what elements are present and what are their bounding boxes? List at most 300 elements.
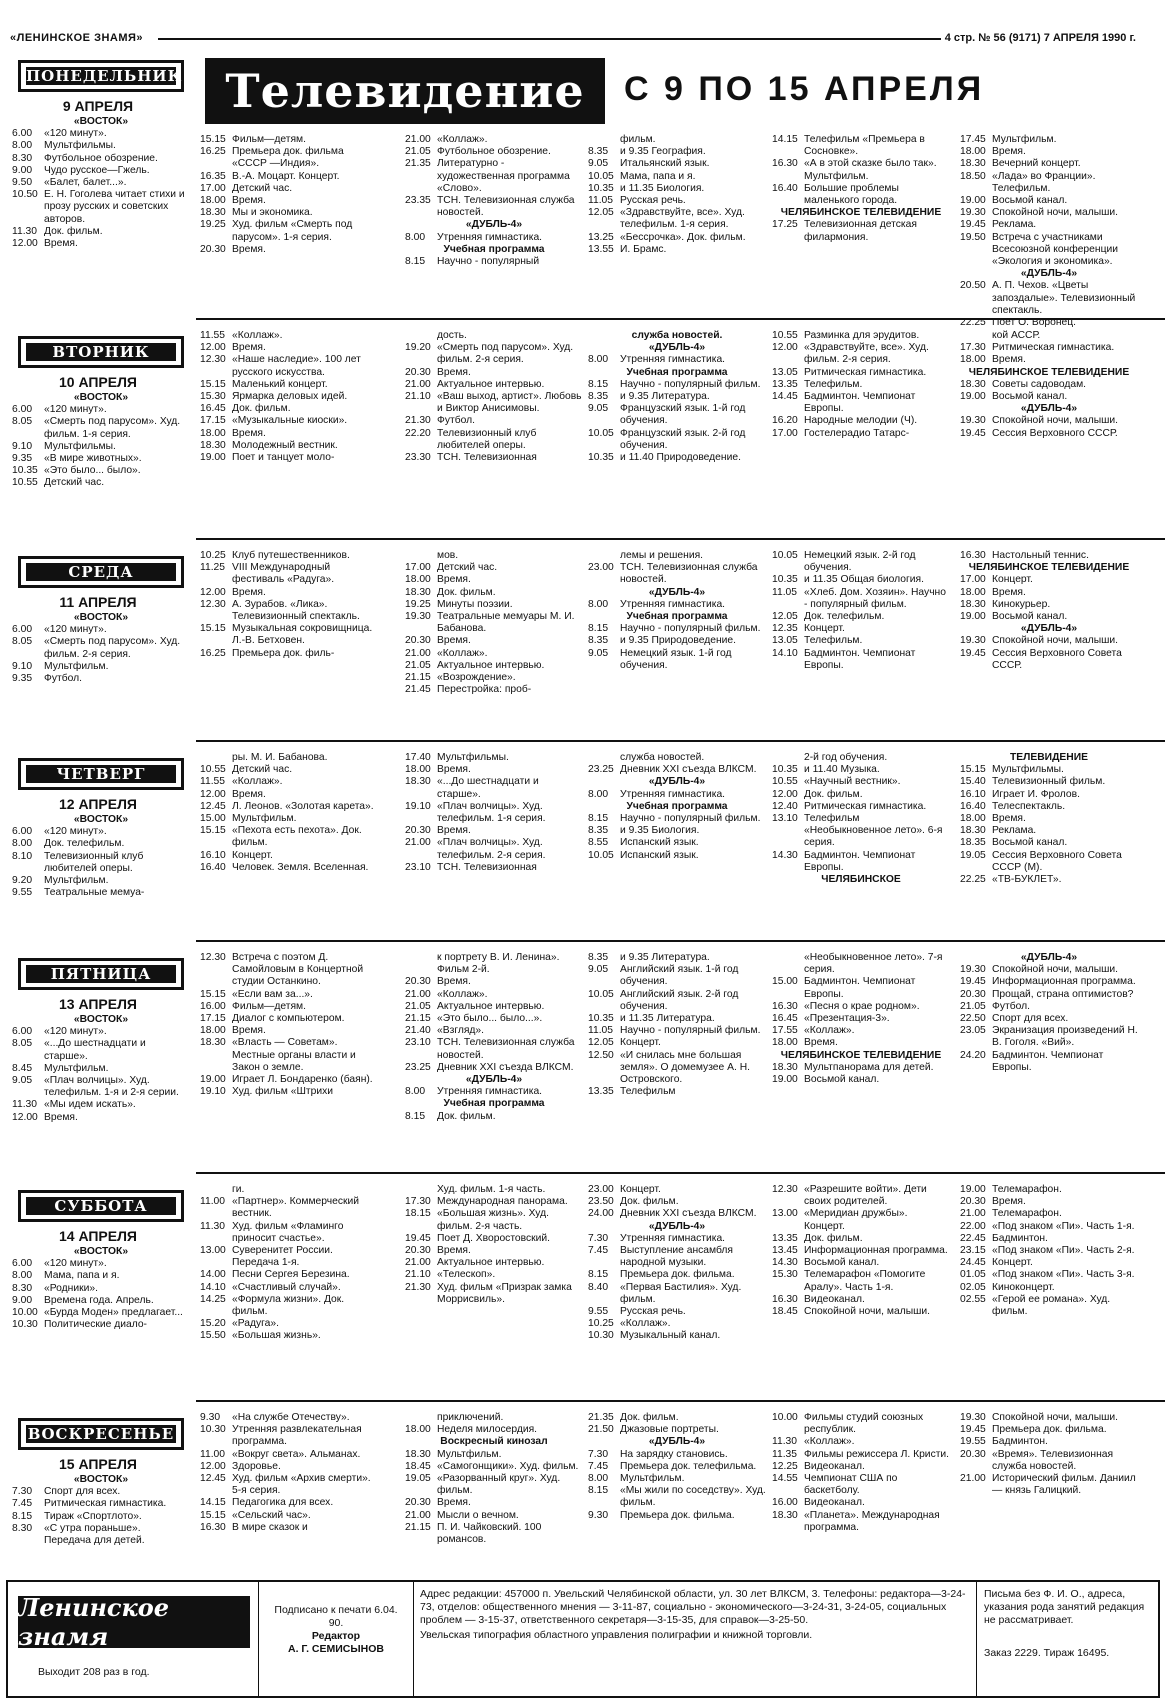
program-title: Клуб путешественников. <box>232 550 350 561</box>
day-rule <box>196 1400 1165 1402</box>
program-title: «Хлеб. Дом. Хозяин». Научно - популярный фильм. <box>804 586 946 610</box>
program-entry <box>12 153 190 165</box>
program-time: 21.30 <box>405 1281 431 1293</box>
program-time: 21.00 <box>405 1509 431 1521</box>
program-entry <box>960 1013 1138 1025</box>
program-time: 23.50 <box>588 1196 614 1208</box>
program-entry <box>405 232 583 244</box>
program-time: 18.00 <box>405 764 431 776</box>
program-entry <box>200 1522 378 1534</box>
program-entry <box>960 574 1138 586</box>
schedule-column <box>960 330 1138 440</box>
program-entry <box>960 837 1138 849</box>
program-entry <box>588 837 766 849</box>
channel-heading: «ВОСТОК» <box>73 1014 129 1025</box>
program-entry <box>960 342 1138 354</box>
program-entry <box>405 379 583 391</box>
program-entry <box>772 379 950 391</box>
program-entry <box>405 599 583 611</box>
program-title: Время. <box>44 238 78 250</box>
program-time: 17.30 <box>405 1196 431 1208</box>
program-time: 9.30 <box>200 1412 221 1423</box>
program-entry <box>772 1449 950 1461</box>
publication-frequency: Выходит 208 раз в год. <box>38 1666 150 1678</box>
program-time: 21.00 <box>405 378 431 390</box>
program-entry <box>772 623 950 635</box>
program-entry <box>200 244 378 256</box>
program-time: 20.30 <box>960 988 986 1000</box>
program-title: «120 минут». <box>44 1258 107 1270</box>
program-title: ТСН. Телевизионная служба новостей. <box>437 1037 575 1061</box>
program-time <box>405 1184 437 1196</box>
program-time: 18.00 <box>960 586 986 598</box>
day-badge <box>18 958 184 990</box>
program-title: «Бессрочка». Док. фильм. <box>620 231 746 243</box>
schedule-column <box>405 330 583 464</box>
program-title: Бадминтон. Чемпионат Европы. <box>804 849 916 873</box>
program-entry <box>960 232 1138 269</box>
program-title: кой АССР. <box>992 330 1041 341</box>
schedule-column <box>960 550 1138 672</box>
program-title: Концерт. <box>992 1257 1033 1269</box>
program-title: «Герой ее романа». Худ. фильм. <box>992 1293 1111 1318</box>
program-entry <box>588 789 766 801</box>
program-title: Телемарафон «Помогите Аралу». Часть 1-я. <box>804 1269 926 1293</box>
program-title: Политические диало- <box>44 1319 147 1331</box>
schedule-column <box>200 330 378 464</box>
program-entry <box>12 128 190 140</box>
program-time: 15.20 <box>200 1318 226 1330</box>
program-time: 8.35 <box>588 952 609 963</box>
program-entry <box>12 1270 190 1282</box>
program-entry <box>12 887 190 899</box>
program-entry <box>405 837 583 861</box>
program-time <box>772 752 804 764</box>
program-entry <box>200 1025 378 1037</box>
schedule-column <box>588 952 766 1098</box>
program-entry <box>960 428 1138 440</box>
program-entry <box>12 1511 190 1523</box>
program-entry <box>960 1025 1138 1049</box>
program-time: 8.00 <box>405 1086 426 1098</box>
program-title: приключений. <box>437 1412 504 1423</box>
program-title: Премьера док. телефильма. <box>620 1460 757 1472</box>
program-title: VIII Международный фестиваль «Радуга». <box>232 562 335 586</box>
program-entry <box>588 1025 766 1037</box>
program-time <box>200 1184 232 1196</box>
program-title: Док. фильм. <box>437 586 496 598</box>
program-time: 22.20 <box>405 427 431 439</box>
program-time: 12.05 <box>772 611 798 623</box>
program-title: «Родники». <box>44 1282 98 1294</box>
program-title: «Плач волчицы». Худ. телефильм. 1-я и 2-я серии. <box>44 1075 179 1099</box>
program-entry <box>772 1497 950 1509</box>
program-entry <box>960 1208 1138 1220</box>
program-title: Спорт для всех. <box>992 1013 1069 1025</box>
program-entry <box>588 1412 766 1424</box>
program-title: Киноконцерт. <box>992 1281 1055 1293</box>
program-entry <box>960 1424 1138 1436</box>
program-entry <box>588 1086 766 1098</box>
channel-heading: «ВОСТОК» <box>73 814 129 825</box>
program-title: Премьера док. фильма «СССР —Индия». <box>232 146 344 170</box>
program-entry <box>405 158 583 195</box>
program-title: «Под знаком «Пи». Часть 1-я. <box>992 1220 1135 1232</box>
program-entry <box>772 752 950 764</box>
program-time: 23.30 <box>405 452 431 464</box>
program-entry <box>772 1001 950 1013</box>
program-title: Восьмой канал. <box>992 611 1068 623</box>
program-time: 9.05 <box>12 1075 33 1087</box>
program-title: Бадминтон. Чемпионат Европы. <box>992 1049 1104 1073</box>
program-title: Бадминтон. Чемпионат Европы. <box>804 647 916 671</box>
program-title: Мама, папа и я. <box>44 1270 120 1282</box>
schedule-column <box>405 1184 583 1306</box>
program-time: 8.30 <box>12 152 33 164</box>
program-title: Концерт. <box>232 849 273 861</box>
program-time: 16.00 <box>772 1497 798 1509</box>
program-entry <box>588 207 766 231</box>
program-time: 17.00 <box>772 427 798 439</box>
program-entry <box>588 562 766 586</box>
program-entry <box>772 574 950 586</box>
program-time: 18.00 <box>200 427 226 439</box>
program-entry <box>200 391 378 403</box>
program-time: 10.35 <box>12 465 38 477</box>
program-time: 11.05 <box>588 195 614 207</box>
program-time: 23.25 <box>405 1061 431 1073</box>
program-time <box>405 952 437 976</box>
program-title: «Самогонщики». Худ. фильм. <box>437 1460 579 1472</box>
program-time: 18.45 <box>772 1306 798 1318</box>
schedule-column <box>588 1184 766 1343</box>
program-title: Время. <box>437 1497 471 1509</box>
program-title: «Большая жизнь». <box>232 1330 321 1342</box>
program-entry <box>200 146 378 170</box>
program-entry <box>772 1233 950 1245</box>
program-time: 12.00 <box>200 342 226 354</box>
program-title: «И снилась мне большая земля». О домемузее А. Н. Островского. <box>620 1049 751 1086</box>
program-title: «Смерть под парусом». Худ. фильм. 2-я серия. <box>437 342 574 366</box>
program-title: «Под знаком «Пи». Часть 3-я. <box>992 1269 1135 1281</box>
schedule-column <box>772 752 950 886</box>
day-date: 12 АПРЕЛЯ <box>58 796 137 812</box>
program-time: 18.30 <box>960 378 986 390</box>
program-time: 8.00 <box>588 354 609 366</box>
schedule-column <box>960 1184 1138 1318</box>
program-time: 10.00 <box>772 1412 798 1423</box>
program-time: 10.05 <box>588 849 614 861</box>
schedule-column <box>772 952 950 1086</box>
program-time: 11.55 <box>200 776 226 788</box>
program-time: 21.35 <box>405 158 431 170</box>
program-time: 17.25 <box>772 219 798 231</box>
program-entry <box>772 391 950 415</box>
program-time: 12.00 <box>200 788 226 800</box>
program-entry <box>200 1330 378 1342</box>
program-entry <box>200 550 378 562</box>
day-badge <box>18 60 184 92</box>
program-title: Премьера док. филь- <box>232 647 335 659</box>
program-time: 20.50 <box>960 280 986 292</box>
program-time <box>405 330 437 342</box>
program-time: 8.15 <box>588 1269 609 1281</box>
program-time: 8.00 <box>12 838 33 850</box>
program-time: 21.00 <box>405 647 431 659</box>
program-entry <box>12 165 190 177</box>
program-title: Немецкий язык. 2-й год обучения. <box>804 550 916 574</box>
program-title: Концерт. <box>804 623 845 635</box>
schedule-column <box>12 612 190 685</box>
program-entry <box>405 1001 583 1013</box>
program-title: Худ. фильм «Призрак замка Моррисвиль». <box>437 1281 572 1305</box>
program-time: 20.30 <box>405 635 431 647</box>
program-title: «Коллаж». <box>232 330 283 341</box>
program-title: Восьмой канал. <box>804 1257 880 1269</box>
program-title: «Под знаком «Пи». Часть 2-я. <box>992 1245 1135 1257</box>
channel-heading: «ДУБЛЬ-4» <box>1020 403 1078 415</box>
program-entry <box>12 1307 190 1319</box>
program-title: Актуальное интервью. <box>437 1257 545 1269</box>
program-entry <box>772 764 950 776</box>
program-time: 9.05 <box>588 158 609 170</box>
schedule-column <box>200 134 378 256</box>
program-entry <box>12 826 190 838</box>
program-title: Худ. фильм «Смерть под парусом». 1-я серия. <box>232 219 353 243</box>
program-time: 20.30 <box>405 366 431 378</box>
program-title: «С утра пораньше». Передача для детей. <box>44 1522 145 1547</box>
program-time: 23.00 <box>588 1184 614 1195</box>
program-time: 19.30 <box>960 207 986 219</box>
program-title: и 11.35 Биология. <box>620 182 705 194</box>
program-time: 8.35 <box>588 635 609 647</box>
program-title: ры. М. И. Бабанова. <box>232 752 328 763</box>
program-title: Мультфильм. <box>232 813 297 825</box>
program-time: 10.05 <box>772 550 798 561</box>
channel-heading: «ВОСТОК» <box>73 116 129 127</box>
program-title: Док. телефильм. <box>44 838 125 850</box>
program-title: «Власть — Советам». Местные органы власти и Закон о земле. <box>232 1037 356 1073</box>
program-entry <box>772 789 950 801</box>
program-entry <box>405 1062 583 1074</box>
program-time: 19.00 <box>200 1074 226 1086</box>
program-entry <box>772 550 950 574</box>
program-entry <box>405 764 583 776</box>
channel-heading: «ДУБЛЬ-4» <box>1020 268 1078 280</box>
program-entry <box>772 1037 950 1049</box>
program-time: 12.25 <box>772 1460 798 1472</box>
program-entry <box>588 1037 766 1049</box>
program-entry <box>12 636 190 660</box>
program-title: «Радуга». <box>232 1318 279 1330</box>
program-entry <box>200 789 378 801</box>
program-time: 15.30 <box>772 1269 798 1281</box>
schedule-column <box>405 550 583 696</box>
program-entry <box>12 226 190 238</box>
program-time: 19.30 <box>960 1412 986 1423</box>
channel-heading: ТЕЛЕВИДЕНИЕ <box>1010 752 1088 763</box>
program-time: 13.10 <box>772 813 798 825</box>
program-title: «Здравствуйте, все». Худ. телефильм. 1-я серия. <box>620 207 745 231</box>
program-title: «Мы идем искать». <box>44 1099 136 1111</box>
program-title: «Коллаж». <box>620 1318 671 1330</box>
program-entry <box>588 1510 766 1522</box>
program-title: «На службе Отечеству». <box>232 1412 350 1423</box>
program-title: В.-А. Моцарт. Концерт. <box>232 170 340 182</box>
program-title: Маленький концерт. <box>232 378 328 390</box>
program-time <box>588 134 620 146</box>
page-title: Телевидение <box>205 58 605 124</box>
program-entry <box>960 874 1138 886</box>
program-entry <box>772 1461 950 1473</box>
program-time: 19.45 <box>960 1424 986 1436</box>
program-time: 8.15 <box>12 1510 33 1522</box>
program-entry <box>200 862 378 874</box>
program-entry <box>200 801 378 813</box>
program-title: «Счастливый случай». <box>232 1281 341 1293</box>
program-time: 15.50 <box>200 1330 226 1342</box>
program-title: и 11.40 Музыка. <box>804 764 880 776</box>
program-title: «Взгляд». <box>437 1025 485 1037</box>
program-entry <box>588 1449 766 1461</box>
program-entry <box>405 1086 583 1098</box>
program-time: 18.45 <box>405 1460 431 1472</box>
program-time: 19.25 <box>200 219 226 231</box>
program-title: Футбол. <box>992 1000 1030 1012</box>
program-title: «...До шестнадцати и старше». <box>44 1038 146 1062</box>
program-time: 16.25 <box>200 647 226 659</box>
program-time: 11.05 <box>588 1025 614 1037</box>
program-time: 17.30 <box>960 342 986 354</box>
program-time: 13.35 <box>588 1086 614 1098</box>
program-entry <box>405 428 583 452</box>
program-title: Ритмическая гимнастика. <box>44 1498 167 1510</box>
program-title: Гостелерадио Татарс- <box>804 427 910 439</box>
program-title: Худ. фильм «Фламинго приносит счастье». <box>232 1220 344 1244</box>
program-title: Информационная программа. <box>992 976 1136 988</box>
program-title: и 9.35 География. <box>620 146 706 158</box>
day-date: 9 АПРЕЛЯ <box>62 98 134 114</box>
program-time: 15.15 <box>200 134 226 145</box>
program-title: Мультфильм. <box>44 1062 109 1074</box>
program-entry <box>960 1294 1138 1318</box>
program-title: Научно - популярный фильм. <box>620 813 761 825</box>
program-entry <box>12 465 190 477</box>
program-time: 16.30 <box>200 1521 226 1533</box>
program-title: Время. <box>437 366 471 378</box>
program-time: 19.00 <box>960 611 986 623</box>
program-entry <box>200 952 378 989</box>
program-entry <box>405 752 583 764</box>
program-title: Утренняя гимнастика. <box>620 598 726 610</box>
program-title: Телевизионный клуб любителей оперы. <box>44 850 144 874</box>
program-time: 11.55 <box>200 330 226 341</box>
program-entry <box>405 862 583 874</box>
program-title: и 11.35 Литература. <box>620 1013 715 1025</box>
program-time: 17.40 <box>405 752 431 763</box>
program-title: Дневник XXI съезда ВЛКСМ. <box>620 764 757 776</box>
program-entry <box>960 330 1138 342</box>
program-time: 11.25 <box>200 562 226 574</box>
program-title: Детский час. <box>44 477 105 489</box>
program-entry <box>405 1497 583 1509</box>
program-title: Худ. фильм. 1-я часть. <box>437 1184 546 1195</box>
program-time: 15.15 <box>200 988 226 1000</box>
program-time: 12.45 <box>200 1473 226 1485</box>
program-time: 19.30 <box>960 635 986 647</box>
program-time: 9.30 <box>588 1509 609 1521</box>
program-time: 12.00 <box>772 788 798 800</box>
program-time: 14.45 <box>772 391 798 403</box>
program-time: 8.30 <box>12 1522 33 1534</box>
program-entry <box>12 851 190 875</box>
channel-heading: Учебная программа <box>443 243 545 255</box>
program-entry <box>772 635 950 647</box>
program-title: Ярмарка деловых идей. <box>232 391 348 403</box>
program-entry <box>12 1523 190 1547</box>
day-rule <box>196 318 1165 320</box>
program-entry <box>588 850 766 862</box>
program-title: Время. <box>232 243 266 255</box>
program-title: Телемарафон. <box>992 1208 1062 1220</box>
program-title: «120 минут». <box>44 1026 107 1038</box>
program-time: 8.15 <box>588 1485 609 1497</box>
program-title: Телемарафон. <box>992 1184 1062 1195</box>
program-entry <box>772 850 950 874</box>
channel-heading: ЧЕЛЯБИНСКОЕ ТЕЛЕВИДЕНИЕ <box>780 1049 942 1061</box>
program-entry <box>588 195 766 207</box>
program-time: 10.25 <box>588 1318 614 1330</box>
program-entry <box>12 1112 190 1124</box>
program-time: 13.55 <box>588 243 614 255</box>
program-title: Спокойной ночи, малыши. <box>992 207 1118 219</box>
program-entry <box>588 1318 766 1330</box>
channel-heading: «ДУБЛЬ-4» <box>465 1074 523 1086</box>
program-entry <box>588 428 766 452</box>
program-title: Время. <box>804 1037 838 1049</box>
program-title: Утренняя гимнастика. <box>437 1086 543 1098</box>
program-time: 17.00 <box>960 574 986 586</box>
program-title: и 9.35 Литература. <box>620 391 710 403</box>
program-time: 20.30 <box>960 1196 986 1208</box>
program-title: Время. <box>232 586 266 598</box>
program-title: А. П. Чехов. «Цветы запоздалые». Телевизионный спектакль. <box>992 280 1136 316</box>
program-entry <box>12 661 190 673</box>
program-entry <box>200 1196 378 1220</box>
program-entry <box>772 1025 950 1037</box>
program-title: Док. фильм. <box>437 1110 496 1122</box>
program-entry <box>960 789 1138 801</box>
day-date: 13 АПРЕЛЯ <box>58 996 137 1012</box>
program-entry <box>960 171 1138 195</box>
day-date: 15 АПРЕЛЯ <box>58 1456 137 1472</box>
program-time: 21.35 <box>588 1412 614 1423</box>
program-title: «Песня о крае родном». <box>804 1000 920 1012</box>
program-time: 21.10 <box>405 1269 431 1281</box>
footer-divider <box>976 1582 977 1696</box>
program-time: 10.05 <box>588 988 614 1000</box>
day-name: ВОСКРЕСЕНЬЕ <box>27 1425 175 1443</box>
program-entry <box>588 452 766 464</box>
editor-label: Редактор <box>311 1630 361 1642</box>
program-entry <box>12 1075 190 1099</box>
program-entry <box>960 825 1138 837</box>
program-title: Восьмой канал. <box>992 195 1068 207</box>
program-title: ТСН. Телевизионная служба новостей. <box>620 562 758 586</box>
newspaper-name: «ЛЕНИНСКОЕ ЗНАМЯ» <box>10 32 144 44</box>
program-time: 18.00 <box>772 1037 798 1049</box>
program-entry <box>405 415 583 427</box>
